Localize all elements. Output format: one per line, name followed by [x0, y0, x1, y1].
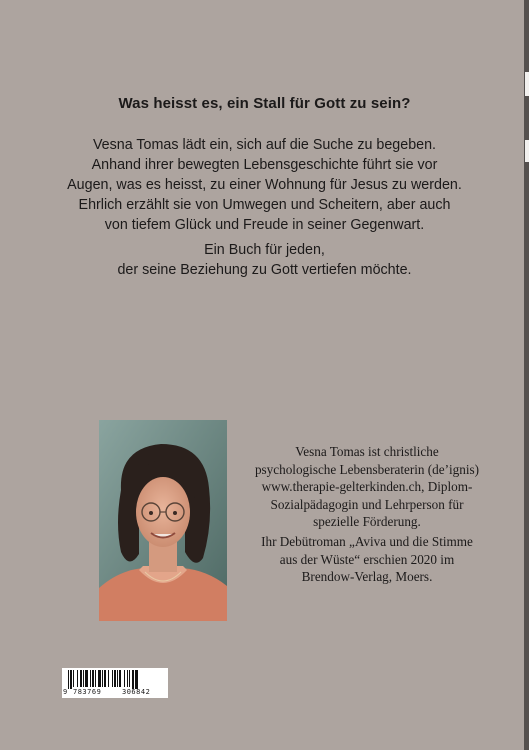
barcode-first-digit: 9 [63, 688, 68, 696]
barcode-group-2: 306842 [122, 688, 151, 696]
barcode-bars [68, 670, 164, 689]
barcode-bar [80, 670, 82, 687]
barcode-bar [114, 670, 116, 687]
blurb-line: Vesna Tomas lädt ein, sich auf die Suche zu begeben. [92, 137, 437, 153]
barcode-bar [135, 670, 138, 689]
barcode-bar [119, 670, 121, 687]
barcode-bar [117, 670, 118, 687]
barcode-bar [73, 670, 74, 687]
author-photo [99, 420, 227, 621]
barcode-bar [90, 670, 91, 687]
bio-line: Vesna Tomas ist christliche [295, 444, 439, 459]
barcode-bar [77, 670, 78, 687]
blurb-line: Ehrlich erzählt sie von Umwegen und Scheitern, aber auch [78, 197, 451, 213]
edge-highlight [525, 140, 529, 162]
barcode-bar [92, 670, 94, 687]
author-bio-debut [233, 533, 501, 586]
blurb-line: Anhand ihrer bewegten Lebensgeschichte führt sie vor [91, 157, 438, 173]
blurb-tagline [50, 240, 479, 280]
barcode-bar [83, 670, 84, 687]
blurb-line: von tiefem Glück und Freude in seiner Gegenwart. [104, 217, 425, 233]
barcode-bar [85, 670, 88, 687]
bio-line: Brendow-Verlag, Moers. [301, 569, 433, 584]
author-bio [233, 443, 501, 531]
barcode-bar [70, 670, 72, 689]
barcode-bar [127, 670, 128, 687]
bio-line: Ihr Debütroman „Aviva und die Stimme [261, 534, 473, 549]
blurb-line: Augen, was es heisst, zu einer Wohnung für Jesus zu werden. [67, 177, 462, 193]
barcode-bar [98, 670, 101, 687]
isbn-barcode [62, 668, 168, 698]
author-portrait-illustration [99, 420, 227, 621]
barcode-bar [104, 670, 106, 687]
barcode-digits [62, 688, 168, 697]
barcode-bar [132, 670, 134, 689]
book-spine-edge [524, 0, 529, 750]
barcode-bar [124, 670, 125, 687]
bio-line: psychologische Lebensberaterin (de’ignis) [254, 461, 480, 477]
barcode-bar [129, 670, 130, 687]
tagline-line: der seine Beziehung zu Gott vertiefen möchte. [117, 262, 412, 278]
barcode-bar [68, 670, 69, 689]
bio-line: Sozialpädagogin und Lehrperson für [270, 496, 464, 512]
barcode-bar [95, 670, 96, 687]
barcode-bar [112, 670, 113, 687]
back-cover-headline: Was heisst es, ein Stall für Gott zu sein? [118, 95, 411, 112]
blurb-text [50, 135, 479, 235]
bio-line: spezielle Förderung. [313, 514, 421, 529]
edge-highlight [525, 72, 529, 96]
bio-line: aus der Wüste“ erschien 2020 im [279, 551, 455, 567]
barcode-bar [102, 670, 103, 687]
barcode-group-1: 783769 [73, 688, 102, 696]
bio-line: www.therapie-gelterkinden.ch, Diplom- [261, 479, 473, 494]
tagline-line: Ein Buch für jeden, [204, 242, 325, 258]
barcode-bar [108, 670, 109, 687]
